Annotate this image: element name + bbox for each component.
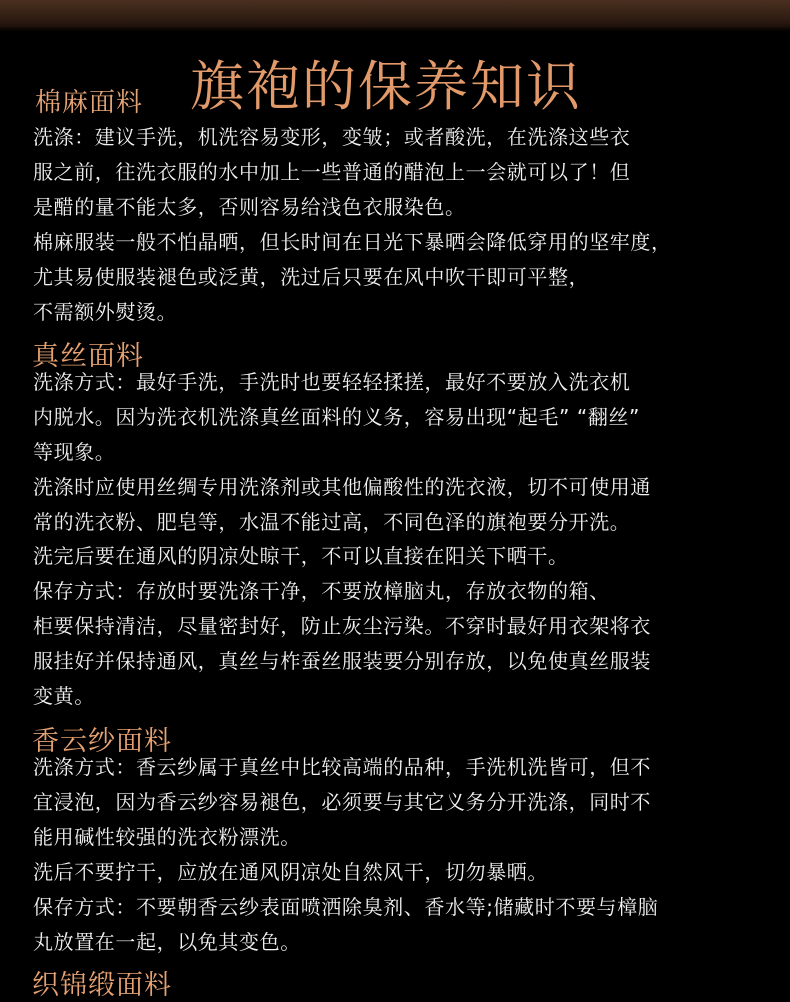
section-heading: 织锦缎面料 — [32, 970, 172, 1001]
top-decorative-band — [0, 0, 790, 32]
section-heading: 香云纱面料 — [32, 726, 172, 757]
text-line: 服之前，往洗衣服的水中加上一些普通的醋泡上一会就可以了！但 — [33, 160, 631, 184]
text-line: 洗涤：建议手洗，机洗容易变形，变皱；或者酸洗，在洗涤这些衣 — [33, 125, 631, 149]
text-line: 洗完后要在通风的阴凉处晾干，不可以直接在阳关下晒干。 — [33, 544, 569, 568]
text-line: 变黄。 — [33, 684, 95, 708]
category-label: 棉麻面料 — [35, 88, 144, 118]
title-row — [0, 44, 790, 118]
text-line: 丸放置在一起，以免其变色。 — [33, 930, 301, 954]
text-line: 洗涤方式：香云纱属于真丝中比较高端的品种，手洗机洗皆可，但不 — [33, 755, 651, 779]
text-line: 尤其易使服装褪色或泛黄，洗过后只要在风中吹干即可平整， — [33, 265, 590, 289]
text-line: 宜浸泡，因为香云纱容易褪色，必须要与其它义务分开洗涤，同时不 — [33, 790, 651, 814]
text-line: 洗涤时应使用丝绸专用洗涤剂或其他偏酸性的洗衣液，切不可使用通 — [33, 475, 651, 499]
text-line: 是醋的量不能太多，否则容易给浅色衣服染色。 — [33, 195, 466, 219]
text-line: 内脱水。因为洗衣机洗涤真丝面料的义务，容易出现“起毛” “翻丝” — [33, 405, 641, 429]
section-heading: 真丝面料 — [32, 341, 144, 372]
text-line: 服挂好并保持通风，真丝与柞蚕丝服装要分别存放，以免使真丝服装 — [33, 649, 651, 673]
page-title: 旗袍的保养知识 — [190, 55, 582, 118]
text-line: 棉麻服装一般不怕晶晒，但长时间在日光下暴晒会降低穿用的坚牢度， — [33, 230, 672, 254]
text-line: 柜要保持清洁，尽量密封好，防止灰尘污染。不穿时最好用衣架将衣 — [33, 614, 651, 638]
text-line: 等现象。 — [33, 440, 116, 464]
text-line: 能用碱性较强的洗衣粉漂洗。 — [33, 825, 301, 849]
text-line: 不需额外熨烫。 — [33, 300, 178, 324]
text-line: 常的洗衣粉、肥皂等，水温不能过高，不同色泽的旗袍要分开洗。 — [33, 510, 631, 534]
text-line: 保存方式：存放时要洗涤干净，不要放樟脑丸，存放衣物的箱、 — [33, 579, 610, 603]
text-line: 保存方式：不要朝香云纱表面喷洒除臭剂、香水等;储藏时不要与樟脑 — [33, 895, 659, 919]
text-line: 洗后不要拧干，应放在通风阴凉处自然风干，切勿暴晒。 — [33, 860, 548, 884]
text-line: 洗涤方式：最好手洗，手洗时也要轻轻揉搓，最好不要放入洗衣机 — [33, 370, 631, 394]
